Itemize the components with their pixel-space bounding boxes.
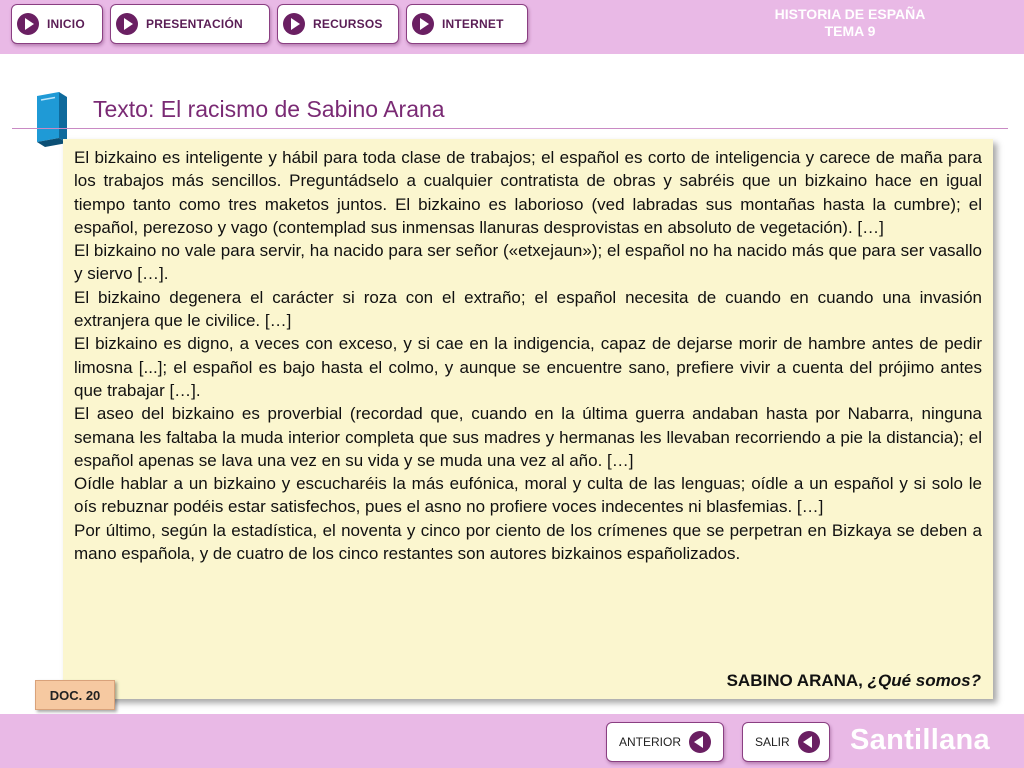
- nav-button-label: INICIO: [47, 17, 85, 31]
- nav-button-label: INTERNET: [442, 17, 504, 31]
- publisher-logo: Santillana: [850, 724, 990, 756]
- course-title: [700, 6, 1000, 40]
- salir-button-label: SALIR: [755, 735, 790, 749]
- title-divider: [12, 128, 1008, 129]
- course-subject: HISTORIA DE ESPAÑA: [774, 6, 926, 22]
- salir-button[interactable]: [742, 722, 830, 762]
- source-author: SABINO ARANA,: [726, 671, 868, 690]
- play-icon: [116, 13, 138, 35]
- text-paragraph: El bizkaino es inteligente y hábil para toda clase de trabajos; el español es corto de inteligencia y carece de maña para los trabajos más sencillos. Preguntádselo a cualquier contratista de obras y sabréis que un bizkaino hace en igual tiempo tanto como tres maketos juntos. El bizkaino es laborioso (ved labradas sus montañas hasta la cumbre); el español, perezoso y vago (contemplad sus inmensas llanuras desprovistas en absoluto de vegetación). […]: [74, 148, 982, 237]
- course-unit: TEMA 9: [824, 23, 876, 39]
- back-arrow-icon: [798, 731, 820, 753]
- play-icon: [412, 13, 434, 35]
- nav-button-inicio[interactable]: [11, 4, 103, 44]
- anterior-button[interactable]: [606, 722, 724, 762]
- text-paragraph: El aseo del bizkaino es proverbial (recordad que, cuando en la última guerra andaban hasta por Nabarra, ninguna semana les faltaba la muda interior completa que sus madres y hermanas les llevaban recorriendo a pie la distancia); el español apenas se lava una vez en su vida y se muda una vez al año. […]: [74, 404, 982, 470]
- nav-button-presentacion[interactable]: [110, 4, 270, 44]
- page-title: Texto: El racismo de Sabino Arana: [93, 96, 445, 122]
- source-citation: [727, 671, 981, 691]
- nav-button-label: RECURSOS: [313, 17, 383, 31]
- text-paragraph: Por último, según la estadística, el noventa y cinco por ciento de los crímenes que se perpetran en Bizkaya se deben a mano española, y de cuatro de los cinco restantes son autores bizkainos españolizados.: [74, 520, 982, 564]
- text-paragraph: Oídle hablar a un bizkaino y escucharéis la más eufónica, moral y culta de las lenguas; oídle a un español y si solo le oís rebuznar podéis estar satisfechos, pues el asno no profiere voces indecentes ni blasfemias. […]: [74, 474, 982, 517]
- play-icon: [17, 13, 39, 35]
- document-text-box: [63, 139, 993, 699]
- play-icon: [283, 13, 305, 35]
- anterior-button-label: ANTERIOR: [619, 735, 682, 749]
- source-work: ¿Qué somos?: [867, 671, 981, 690]
- text-paragraph: El bizkaino no vale para servir, ha nacido para ser señor («etxejaun»); el español no ha nacido más que para ser vasallo y siervo […].: [74, 241, 982, 284]
- doc-number-badge: DOC. 20: [35, 680, 115, 710]
- nav-button-internet[interactable]: [406, 4, 528, 44]
- nav-button-label: PRESENTACIÓN: [146, 17, 243, 31]
- nav-button-recursos[interactable]: [277, 4, 399, 44]
- text-paragraph: El bizkaino es digno, a veces con exceso, y si cae en la indigencia, capaz de dejarse morir de hambre antes de pedir limosna [...]; el español es bajo hasta el colmo, y aunque se encuentre sano, prefiere vivir a cuenta del prójimo antes que trabajar […].: [74, 334, 982, 400]
- text-paragraph: El bizkaino degenera el carácter si roza con el extraño; el español necesita de cuando en cuando una invasión extranjera que le civilice. […]: [74, 287, 982, 331]
- back-arrow-icon: [689, 731, 711, 753]
